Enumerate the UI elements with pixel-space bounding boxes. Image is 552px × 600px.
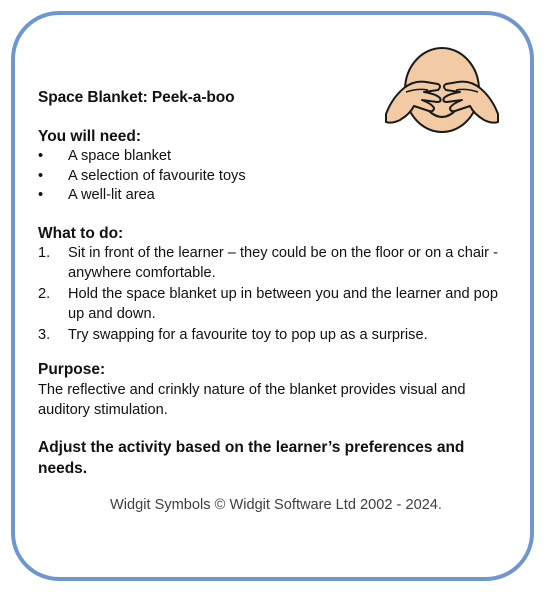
purpose-heading: Purpose:	[38, 361, 106, 378]
purpose-text: The reflective and crinkly nature of the blanket provides visual and auditory stimulation.	[38, 382, 466, 418]
steps-heading: What to do:	[38, 225, 124, 242]
needs-heading: You will need:	[38, 128, 142, 145]
adjust-note: Adjust the activity based on the learner’s preferences and needs.	[38, 439, 465, 477]
list-item: 1. Sit in front of the learner – they could be on the floor or on a chair - anywhere comfortable.	[38, 245, 498, 281]
needs-list	[38, 147, 518, 206]
needs-list-wrap	[38, 147, 518, 206]
list-item: • A well-lit area	[38, 187, 155, 203]
list-item: 3. Try swapping for a favourite toy to pop up as a surprise.	[38, 327, 428, 343]
credit-line: Widgit Symbols © Widgit Software Ltd 2002 - 2024.	[110, 497, 442, 513]
list-item: • A selection of favourite toys	[38, 167, 246, 184]
list-item: 2. Hold the space blanket up in between you and the learner and pop up and down.	[38, 286, 499, 322]
steps-list	[38, 244, 508, 346]
activity-title: Space Blanket: Peek-a-boo	[38, 89, 235, 106]
steps-list-wrap	[38, 244, 508, 346]
peek-a-boo-face-icon	[384, 44, 500, 136]
list-item: • A space blanket	[38, 148, 172, 164]
